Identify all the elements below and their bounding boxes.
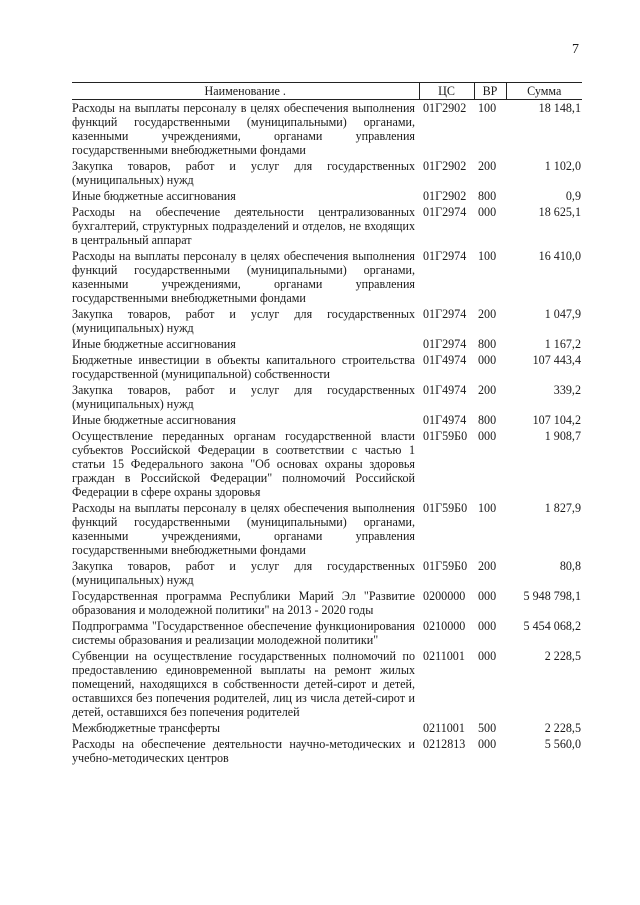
row-sum: 0,9 [565,189,581,203]
row-cs: 01Г2974 [423,337,467,351]
table-row [72,618,582,648]
table-row [72,248,582,306]
header-sum: Сумма [506,83,582,100]
row-name: Закупка товаров, работ и услуг для государственных (муниципальных) нужд [72,307,415,335]
row-cs: 0212813 [423,737,466,751]
table-row [72,428,582,500]
row-name: Закупка товаров, работ и услуг для государственных (муниципальных) нужд [72,159,415,187]
table-body [72,100,582,767]
row-vr: 800 [478,413,497,427]
row-cs: 0211001 [423,649,465,663]
row-cs: 0200000 [423,589,466,603]
row-name: Расходы на обеспечение деятельности централизованных бухгалтерий, структурных подразделений и отделов, не входящих в центральный аппарат [72,205,415,247]
row-sum: 1 102,0 [544,159,581,173]
row-vr: 500 [478,721,497,735]
row-cs: 01Г4974 [423,413,467,427]
row-sum: 2 228,5 [544,721,581,735]
row-sum: 80,8 [559,559,581,573]
row-cs: 01Г59Б0 [423,501,468,515]
table-row [72,382,582,412]
table-row [72,188,582,204]
row-cs: 0210000 [423,619,466,633]
row-name: Иные бюджетные ассигнования [72,337,236,351]
row-sum: 5 948 798,1 [523,589,581,603]
table-row [72,558,582,588]
row-name: Иные бюджетные ассигнования [72,413,236,427]
row-vr: 200 [478,559,497,573]
row-vr: 000 [478,737,497,751]
table-row [72,336,582,352]
table-row [72,352,582,382]
row-vr: 100 [478,249,497,263]
row-sum: 16 410,0 [538,249,581,263]
row-vr: 000 [478,353,497,367]
row-name: Государственная программа Республики Марий Эл "Развитие образования и молодежной политики" на 2013 - 2020 годы [72,589,415,617]
table-row [72,100,582,159]
row-name: Расходы на выплаты персоналу в целях обеспечения выполнения функций государственными (муниципальными) органами, казенными учреждениями, органами управления государственными внебюджетными фондами [72,101,415,157]
row-cs: 01Г2902 [423,101,467,115]
row-sum: 18 148,1 [538,101,581,115]
row-sum: 339,2 [553,383,581,397]
table-row [72,500,582,558]
page-number: 7 [572,42,579,57]
row-name: Бюджетные инвестиции в объекты капитального строительства государственной (муниципальной) собственности [72,353,415,381]
row-sum: 107 104,2 [532,413,581,427]
table-row [72,588,582,618]
row-name: Осуществление переданных органам государственной власти субъектов Российской Федерации в соответствии с частью 1 статьи 15 Федерального закона "Об основах охраны здоровья граждан в Российской Федерации" полномочий Российской Федерации в сфере охраны здоровья [72,429,415,499]
header-vr: ВР [474,83,506,100]
row-vr: 000 [478,619,497,633]
row-vr: 100 [478,501,497,515]
row-cs: 01Г2974 [423,249,467,263]
table-row [72,306,582,336]
table-row [72,736,582,766]
row-sum: 1 167,2 [544,337,581,351]
row-vr: 000 [478,429,497,443]
table-row [72,158,582,188]
row-name: Межбюджетные трансферты [72,721,221,735]
row-name: Подпрограмма "Государственное обеспечение функционирования системы образования и реализации молодежной политики" [72,619,415,647]
row-cs: 01Г2902 [423,189,467,203]
row-cs: 01Г2902 [423,159,467,173]
row-vr: 000 [478,205,497,219]
row-vr: 800 [478,337,497,351]
table-row [72,720,582,736]
row-cs: 01Г2974 [423,205,467,219]
table-header-row [72,83,582,100]
row-vr: 100 [478,101,497,115]
row-cs: 01Г2974 [423,307,467,321]
row-cs: 01Г59Б0 [423,559,468,573]
row-sum: 1 047,9 [544,307,581,321]
row-sum: 107 443,4 [532,353,581,367]
row-sum: 2 228,5 [544,649,581,663]
header-cs: ЦС [419,83,474,100]
row-sum: 1 827,9 [544,501,581,515]
row-vr: 200 [478,307,497,321]
row-vr: 200 [478,383,497,397]
row-cs: 01Г59Б0 [423,429,468,443]
row-name: Расходы на выплаты персоналу в целях обеспечения выполнения функций государственными (муниципальными) органами, казенными учреждениями, органами управления государственными внебюджетными фондами [72,501,415,557]
row-cs: 01Г4974 [423,353,467,367]
row-vr: 000 [478,589,497,603]
row-sum: 18 625,1 [538,205,581,219]
row-vr: 800 [478,189,497,203]
header-name: Наименование . [72,83,419,100]
row-cs: 0211001 [423,721,465,735]
row-name: Расходы на выплаты персоналу в целях обеспечения выполнения функций государственными (муниципальными) органами, казенными учреждениями, органами управления государственными внебюджетными фондами [72,249,415,305]
row-sum: 5 560,0 [544,737,581,751]
table-row [72,204,582,248]
table-row [72,412,582,428]
row-vr: 000 [478,649,497,663]
budget-table [72,82,582,766]
table-row [72,648,582,720]
row-sum: 5 454 068,2 [523,619,581,633]
row-sum: 1 908,7 [544,429,581,443]
row-vr: 200 [478,159,497,173]
row-name: Иные бюджетные ассигнования [72,189,236,203]
row-name: Закупка товаров, работ и услуг для государственных (муниципальных) нужд [72,559,415,587]
row-name: Закупка товаров, работ и услуг для государственных (муниципальных) нужд [72,383,415,411]
row-name: Субвенции на осуществление государственных полномочий по предоставлению единовременной выплаты на ремонт жилых помещений, находящихся в собственности детей-сирот и детей, оставшихся без попечения родителей, лиц из числа детей-сирот и детей, оставшихся без попечения родителей [72,649,415,719]
row-name: Расходы на обеспечение деятельности научно-методических и учебно-методических центров [72,737,415,765]
row-cs: 01Г4974 [423,383,467,397]
